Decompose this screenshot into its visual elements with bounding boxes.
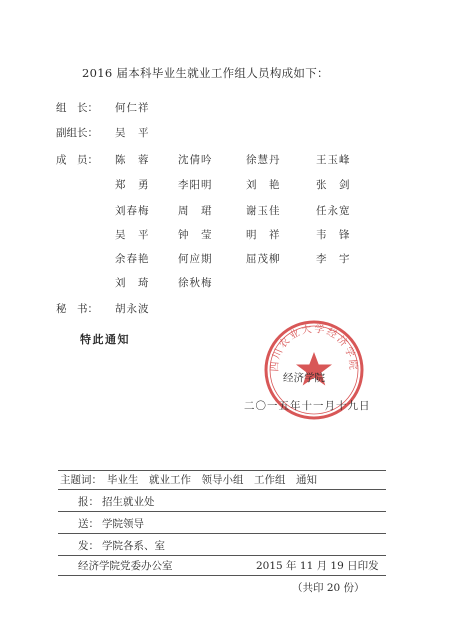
member-name: 沈倩吟 [178,154,213,166]
leader-label: 组 长： [56,102,98,114]
secretary-name: 胡永波 [115,303,150,315]
member-name: 徐秋梅 [178,277,213,289]
member-name: 张 剑 [316,179,351,191]
document-heading: 2016 届本科毕业生就业工作组人员构成如下： [82,66,329,80]
seal-text: 四川农业大学经济学院 [269,323,359,372]
copies-count: （共印 20 份） [292,582,365,594]
member-name: 韦 锋 [316,229,351,241]
footer-rule [58,533,386,534]
issue-value: 学院各系、室 [102,540,165,552]
member-name: 陈 蓉 [115,154,150,166]
report-label: 报： [78,496,99,508]
subject-terms: 毕业生 就业工作 领导小组 工作组 通知 [107,474,317,486]
member-name: 钟 莹 [178,229,213,241]
deputy-name: 吴 平 [115,127,150,139]
footer-rule [58,555,386,556]
member-name: 谢玉佳 [246,205,281,217]
member-name: 何应期 [178,253,213,265]
member-name: 任永宽 [316,205,351,217]
member-name: 李 宇 [316,253,351,265]
notice-text: 特此通知 [80,333,130,346]
member-name: 周 珺 [178,205,213,217]
members-label: 成 员： [56,154,98,166]
issuer-name: 经济学院 [283,372,325,384]
member-name: 吴 平 [115,229,150,241]
member-name: 屈茂柳 [246,253,281,265]
issue-date: 二〇一五年十一月十九日 [244,400,371,412]
office-name: 经济学院党委办公室 [78,560,173,572]
member-name: 李阳明 [178,179,213,191]
member-name: 明 祥 [246,229,281,241]
footer-top-rule [58,470,386,471]
deputy-label: 副组长： [56,127,98,139]
member-name: 徐慧丹 [246,154,281,166]
subject-label: 主题词： [60,474,102,486]
print-date: 2015 年 11 月 19 日印发 [256,560,379,572]
send-value: 学院领导 [102,518,144,530]
member-name: 刘 艳 [246,179,281,191]
member-name: 郑 勇 [115,179,150,191]
leader-name: 何仁祥 [115,102,150,114]
footer-rule [58,489,386,490]
member-name: 余春艳 [115,253,150,265]
member-name: 刘春梅 [115,205,150,217]
member-name: 刘 琦 [115,277,150,289]
issue-label: 发： [78,540,99,552]
footer-rule [58,575,386,576]
report-value: 招生就业处 [102,496,155,508]
send-label: 送： [78,518,99,530]
member-name: 王玉峰 [316,154,351,166]
footer-rule [58,511,386,512]
secretary-label: 秘 书： [56,303,98,315]
